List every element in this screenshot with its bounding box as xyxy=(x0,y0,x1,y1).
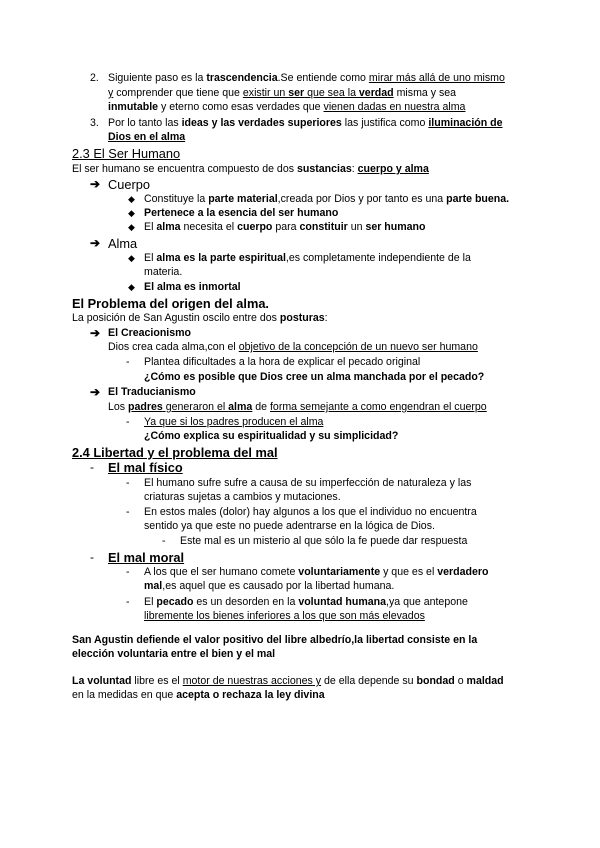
dash-bullet: - xyxy=(126,416,130,428)
cuerpo-bullet-2: Pertenece a la esencia del ser humano xyxy=(144,207,339,219)
item2-line1: Siguiente paso es la trascendencia.Se entiende como mirar más allá de uno mismo xyxy=(108,72,505,84)
problema-intro: La posición de San Agustin oscilo entre dos posturas: xyxy=(72,312,328,324)
cuerpo-bullet-1: Constituye la parte material,creada por Dios y por tanto es una parte buena. xyxy=(144,193,510,205)
arrow-icon: ➔ xyxy=(90,236,101,250)
dash-bullet: - xyxy=(126,596,130,608)
mal-fisico-point-2-cont: sentido ya que este no puede adentrarse en la lógica de Dios. xyxy=(144,520,435,532)
dash-bullet: - xyxy=(126,356,130,368)
cuerpo-bullet-3: El alma necesita el cuerpo para constituir un ser humano xyxy=(144,221,426,233)
dash-bullet: - xyxy=(126,566,130,578)
section-2-3-intro: El ser humano se encuentra compuesto de dos sustancias: cuerpo y alma xyxy=(72,163,429,175)
dash-bullet: - xyxy=(90,550,94,564)
diamond-bullet-icon: ◆ xyxy=(128,208,135,218)
creacionismo-question: ¿Cómo es posible que Dios cree un alma manchada por el pecado? xyxy=(144,371,485,383)
diamond-bullet-icon: ◆ xyxy=(128,194,135,204)
mal-moral-point-1: A los que el ser humano comete voluntariamente y que es el verdadero xyxy=(144,566,489,578)
item2-line2: y comprender que tiene que existir un ser que sea la verdad misma y sea xyxy=(108,87,457,99)
problema-heading: El Problema del origen del alma. xyxy=(72,296,269,311)
mal-fisico-subpoint: Este mal es un misterio al que sólo la fe puede dar respuesta xyxy=(180,535,468,547)
dash-bullet: - xyxy=(162,535,166,547)
conclusion-1-line1: San Agustin defiende el valor positivo del libre albedrío,la libertad consiste en la xyxy=(72,634,478,646)
mal-fisico-point-1: El humano sufre sufre a causa de su imperfección de naturaleza y las xyxy=(144,477,472,489)
item3-line1: Por lo tanto las ideas y las verdades superiores las justifica como iluminación de xyxy=(108,117,503,129)
creacionismo-desc: Dios crea cada alma,con el objetivo de la concepción de un nuevo ser humano xyxy=(108,341,478,353)
dash-bullet: - xyxy=(126,506,130,518)
alma-bullet-1-cont: materia. xyxy=(144,266,183,278)
list-number-2: 2. xyxy=(90,72,99,84)
alma-bullet-2: El alma es inmortal xyxy=(144,281,241,293)
creacionismo-point: Plantea dificultades a la hora de explicar el pecado original xyxy=(144,356,421,368)
list-number-3: 3. xyxy=(90,117,99,129)
diamond-bullet-icon: ◆ xyxy=(128,253,135,263)
alma-heading: Alma xyxy=(108,236,138,251)
mal-fisico-point-1-cont: criaturas sujetas a cambios y mutaciones. xyxy=(144,491,341,503)
conclusion-2-line2: en la medidas en que acepta o rechaza la ley divina xyxy=(72,689,325,701)
mal-fisico-heading: El mal físico xyxy=(108,460,183,475)
conclusion-2-line1: La voluntad libre es el motor de nuestras acciones y de ella depende su bondad o maldad xyxy=(72,675,504,687)
mal-moral-point-2-cont: libremente los bienes inferiores a los que son más elevados xyxy=(144,610,425,622)
section-2-3-heading: 2.3 El Ser Humano xyxy=(72,146,181,161)
mal-moral-point-2: El pecado es un desorden en la voluntad humana,ya que antepone xyxy=(144,596,468,608)
mal-fisico-point-2: En estos males (dolor) hay algunos a los que el individuo no encuentra xyxy=(144,506,477,518)
arrow-icon: ➔ xyxy=(90,177,101,191)
arrow-icon: ➔ xyxy=(90,385,101,399)
diamond-bullet-icon: ◆ xyxy=(128,222,135,232)
creacionismo-heading: El Creacionismo xyxy=(108,327,192,339)
traducianismo-heading: El Traducianismo xyxy=(108,386,196,398)
dash-bullet: - xyxy=(90,460,94,474)
traducianismo-question: ¿Cómo explica su espiritualidad y su simplicidad? xyxy=(144,430,399,442)
cuerpo-heading: Cuerpo xyxy=(108,177,150,192)
section-2-4-heading: 2.4 Libertad y el problema del mal xyxy=(72,445,278,460)
conclusion-1-line2: elección voluntaria entre el bien y el mal xyxy=(72,648,276,660)
traducianismo-point: Ya que si los padres producen el alma xyxy=(144,416,324,428)
arrow-icon: ➔ xyxy=(90,326,101,340)
diamond-bullet-icon: ◆ xyxy=(128,282,135,292)
item3-line2: Dios en el alma xyxy=(108,131,186,143)
mal-moral-point-1-cont: mal,es aquel que es causado por la libertad humana. xyxy=(144,580,395,592)
dash-bullet: - xyxy=(126,477,130,489)
item2-line3: inmutable y eterno como esas verdades que vienen dadas en nuestra alma xyxy=(108,101,466,113)
mal-moral-heading: El mal moral xyxy=(108,550,185,565)
alma-bullet-1: El alma es la parte espiritual,es completamente independiente de la xyxy=(144,252,471,264)
traducianismo-desc: Los padres generaron el alma de forma semejante a como engendran el cuerpo xyxy=(108,401,487,413)
